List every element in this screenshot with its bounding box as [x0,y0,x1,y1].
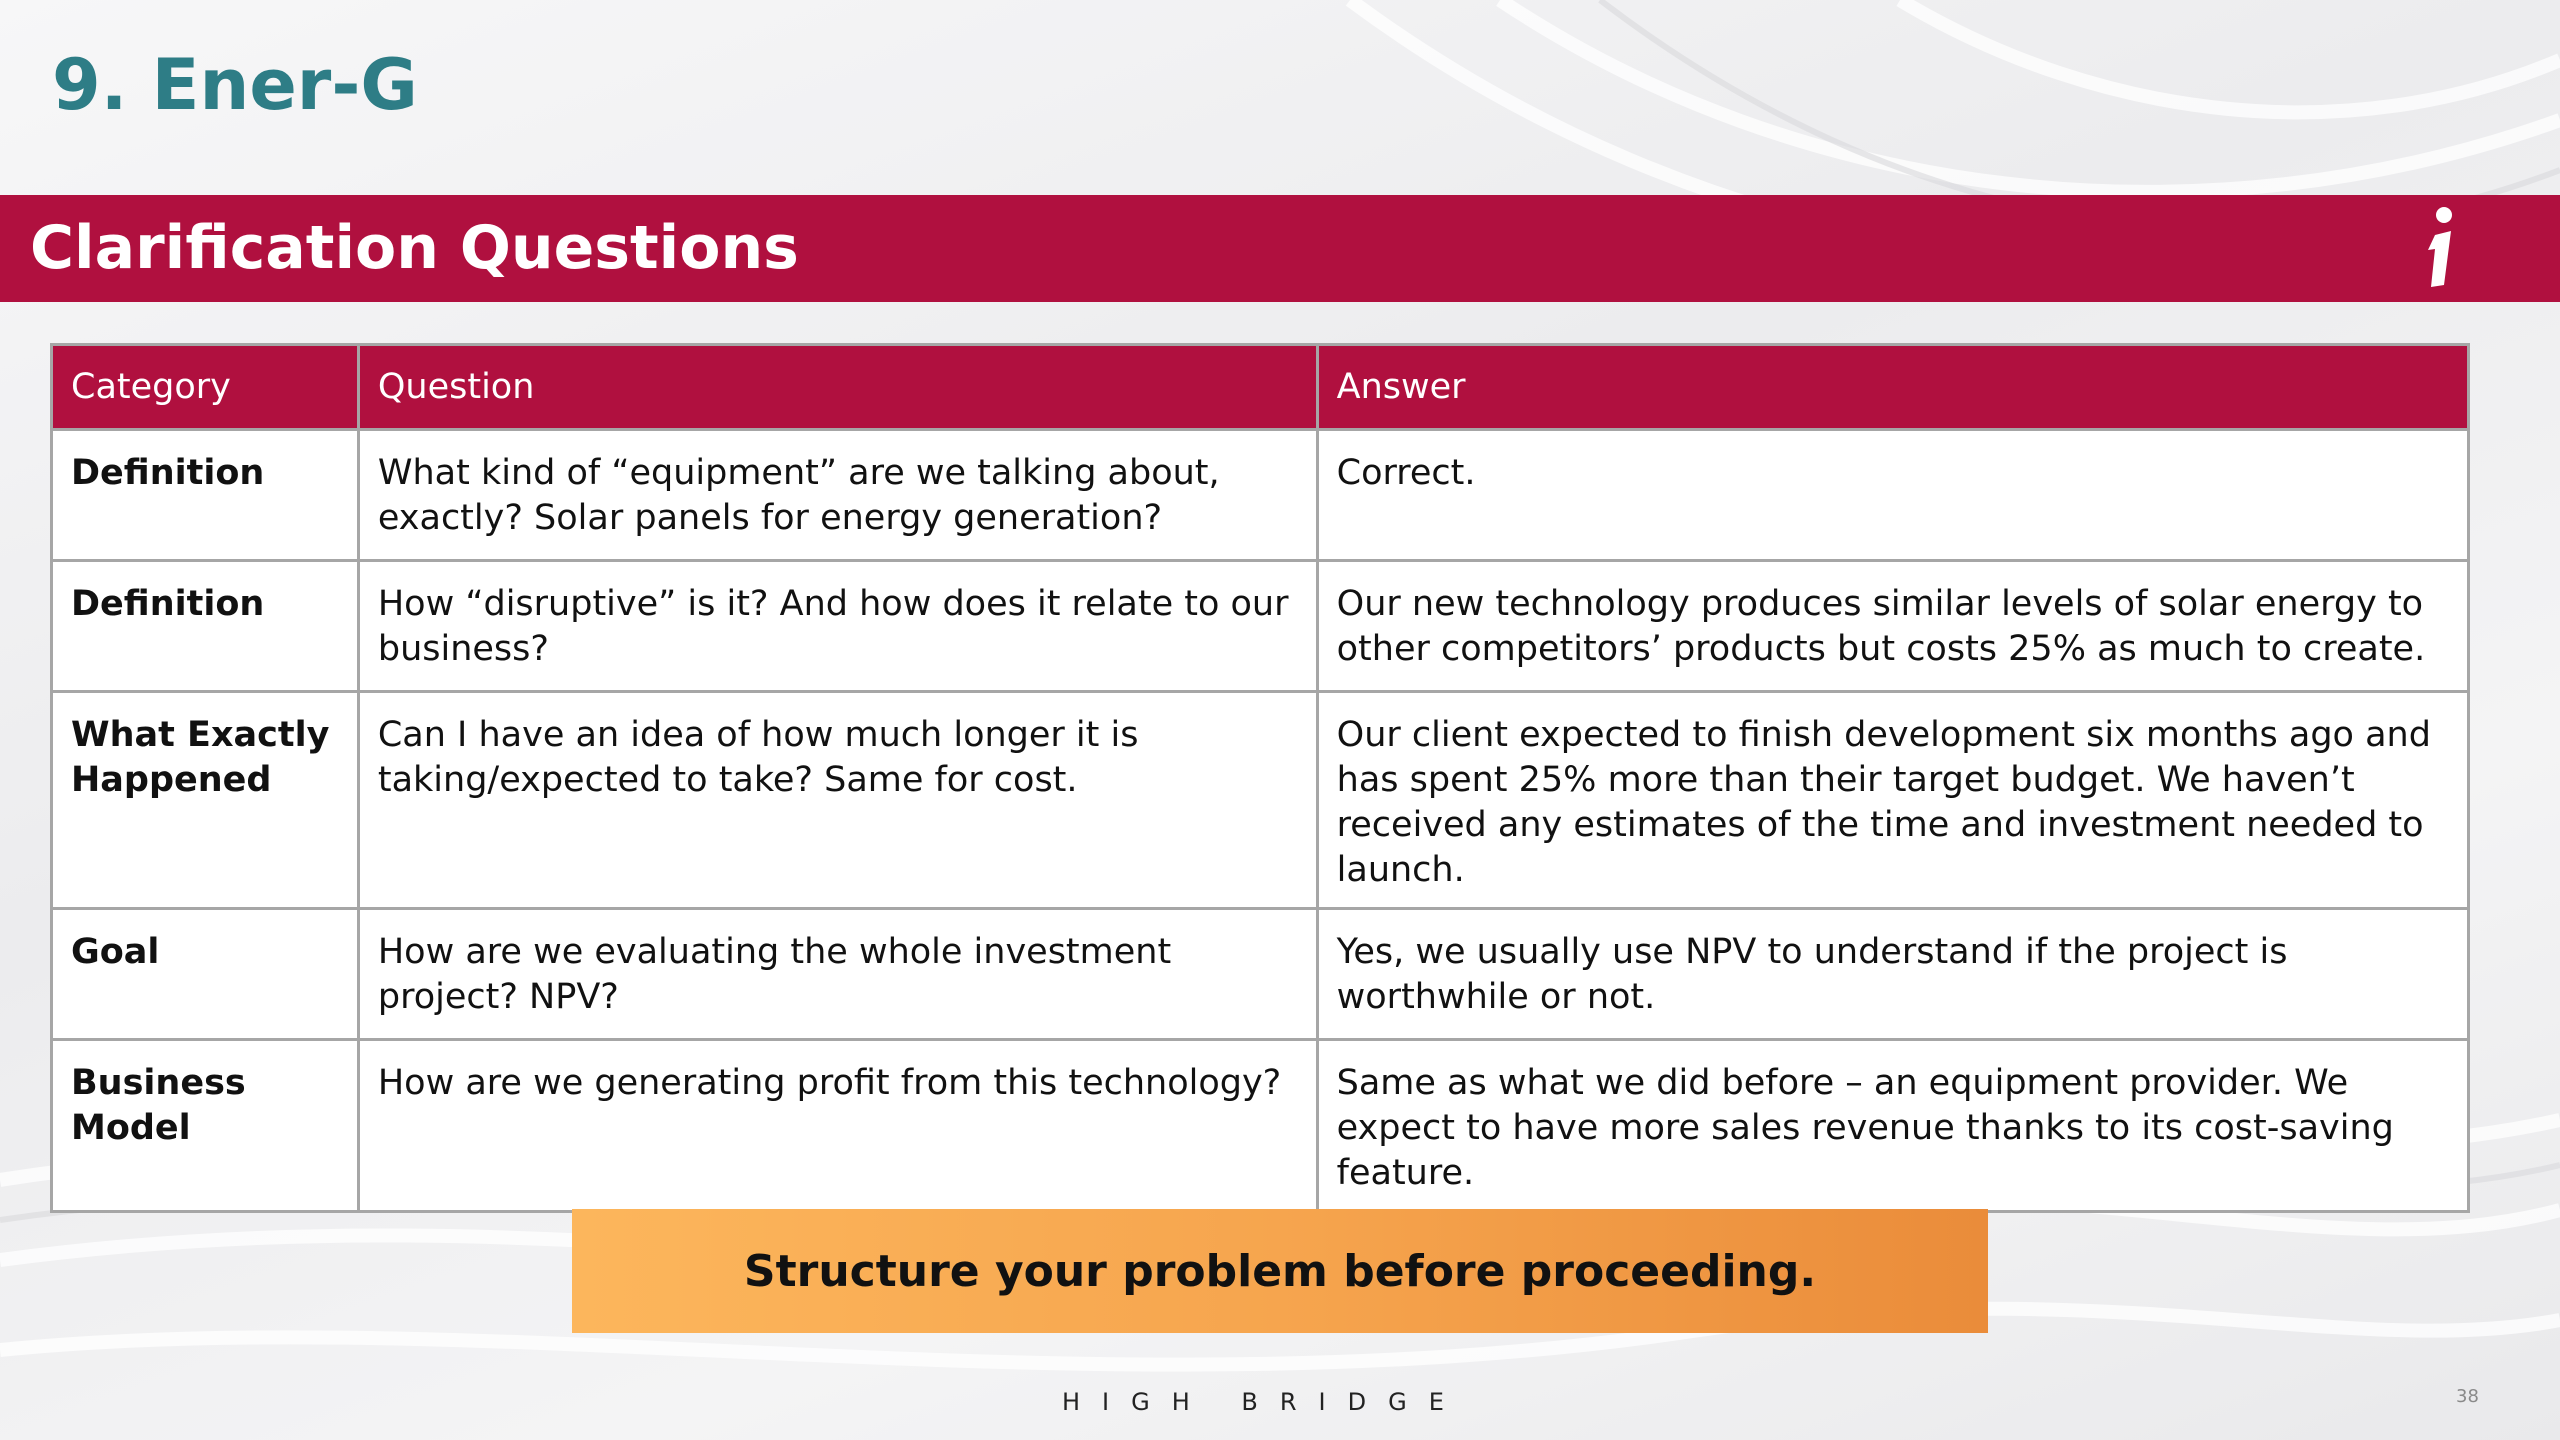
table-row [52,1040,2469,1212]
row-answer: Our new technology produces similar levels of solar energy to other competitors’ products but costs 25% as much to create. [1317,561,2468,692]
row-question: How are we evaluating the whole investment project? NPV? [358,909,1317,1040]
page-title: 9. Ener-G [52,44,418,126]
clarification-table [50,343,2470,1213]
row-question: How “disruptive” is it? And how does it relate to our business? [358,561,1317,692]
info-icon [2420,203,2460,293]
table-row [52,430,2469,561]
row-answer: Yes, we usually use NPV to understand if the project is worthwhile or not. [1317,909,2468,1040]
table-row [52,909,2469,1040]
row-answer: Same as what we did before – an equipment provider. We expect to have more sales revenue thanks to its cost-saving feature. [1317,1040,2468,1212]
table-row [52,692,2469,909]
row-question: How are we generating profit from this technology? [358,1040,1317,1212]
table-row [52,561,2469,692]
section-banner [0,195,2560,302]
footer-brand: HIGH BRIDGE [1062,1388,1466,1416]
callout-text: Structure your problem before proceeding. [743,1245,1817,1297]
page-number: 38 [2456,1386,2479,1407]
qa-table [50,343,2470,1213]
row-category: Goal [52,909,359,1040]
header-answer: Answer [1317,345,2468,430]
header-question: Question [358,345,1317,430]
row-category: Definition [52,430,359,561]
banner-title: Clarification Questions [30,213,799,283]
row-question: Can I have an idea of how much longer it is taking/expected to take? Same for cost. [358,692,1317,909]
table-header-row [52,345,2469,430]
row-question: What kind of “equipment” are we talking about, exactly? Solar panels for energy generation? [358,430,1317,561]
row-category: Business Model [52,1040,359,1212]
row-answer: Correct. [1317,430,2468,561]
row-category: Definition [52,561,359,692]
callout-box [572,1209,1988,1333]
header-category: Category [52,345,359,430]
row-answer: Our client expected to finish development six months ago and has spent 25% more than their target budget. We haven’t received any estimates of the time and investment needed to launch. [1317,692,2468,909]
row-category: What Exactly Happened [52,692,359,909]
